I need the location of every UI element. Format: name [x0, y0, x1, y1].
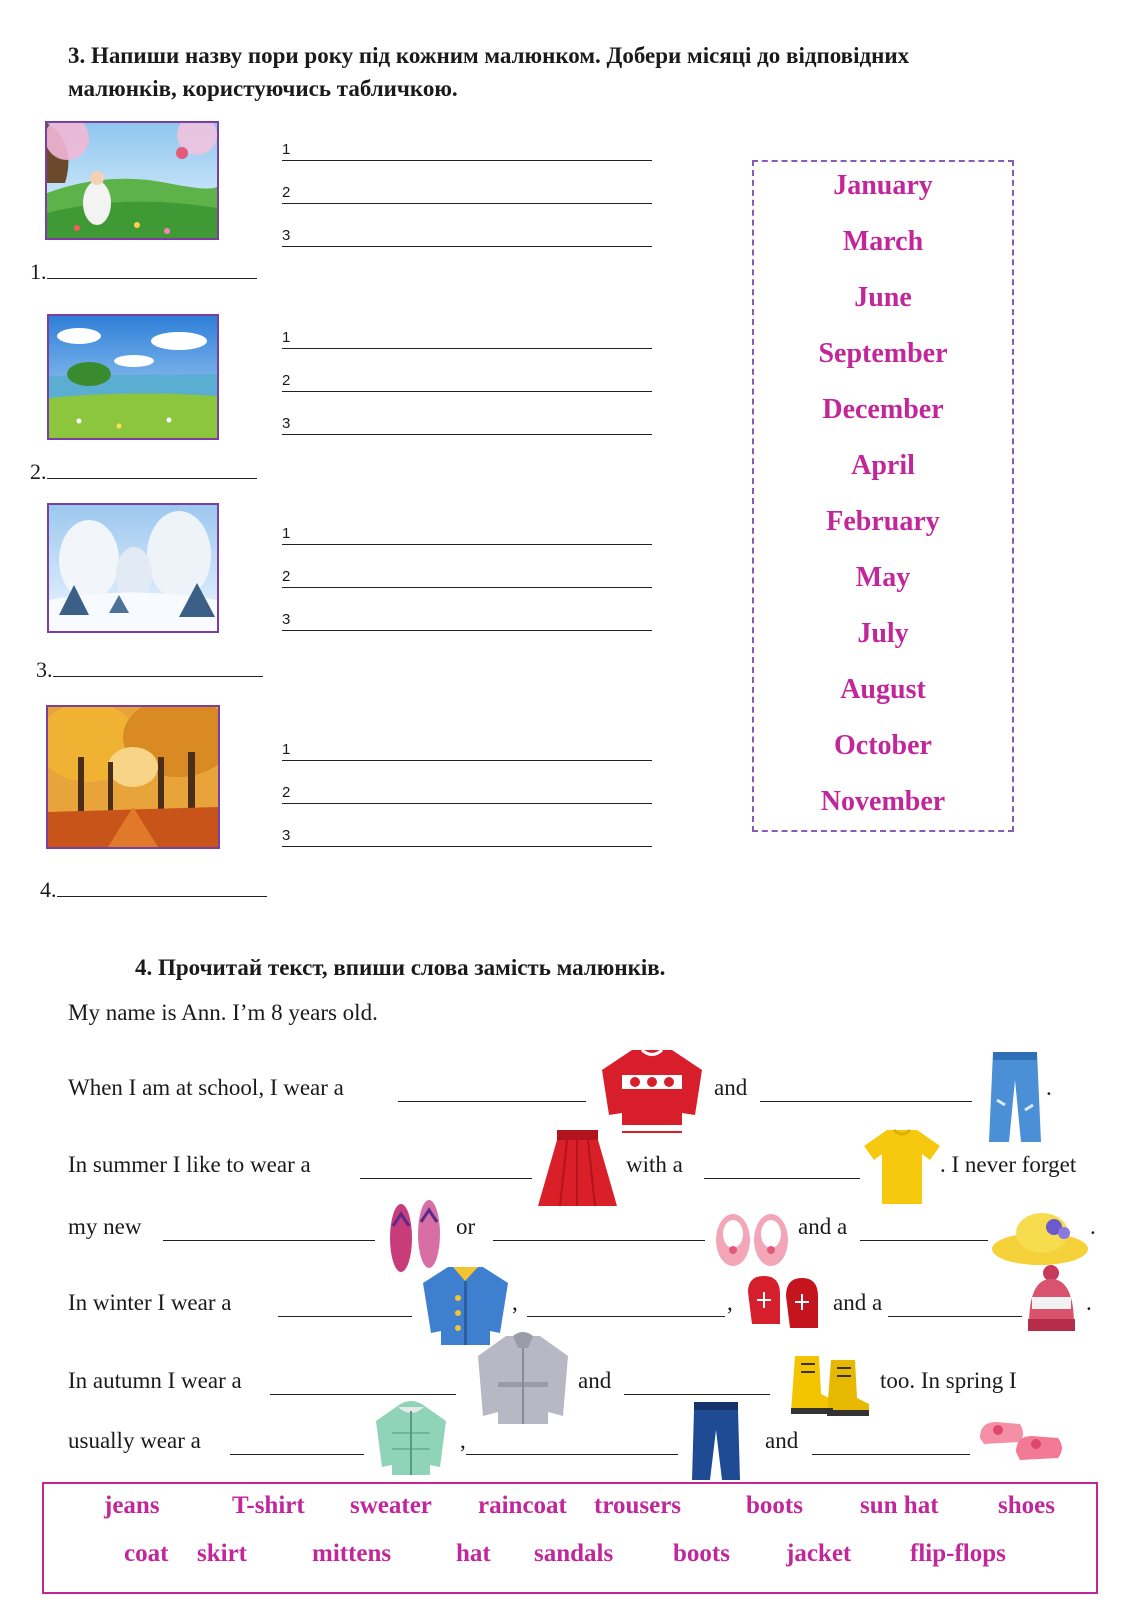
sentence-text: and: [765, 1428, 799, 1453]
sweater-icon: [597, 1045, 707, 1140]
sentence-text: my new: [68, 1214, 142, 1239]
answer-blank[interactable]: [527, 1315, 725, 1317]
answer-line[interactable]: 2: [282, 557, 652, 588]
sentence-text: ,: [460, 1428, 466, 1453]
answer-line[interactable]: 1: [282, 130, 652, 161]
answer-line[interactable]: 1: [282, 318, 652, 349]
shoes-icon: [976, 1408, 1068, 1475]
word-item[interactable]: T-shirt: [232, 1492, 305, 1519]
answer-blank[interactable]: [466, 1453, 678, 1455]
answer-line[interactable]: 2: [282, 773, 652, 804]
sentence-text: In autumn I wear a: [68, 1368, 242, 1393]
sentence-text: usually wear a: [68, 1428, 201, 1453]
word-item[interactable]: jacket: [786, 1540, 852, 1567]
answer-blank[interactable]: [624, 1393, 770, 1395]
spring-meadow-picture: [45, 121, 219, 240]
sentence-text: and: [714, 1075, 748, 1100]
month-label: May: [855, 562, 911, 593]
month-label: November: [820, 786, 946, 817]
answer-line[interactable]: 2: [282, 361, 652, 392]
answer-line[interactable]: 1: [282, 730, 652, 761]
month-label: April: [851, 450, 915, 481]
sandals-icon: [713, 1206, 793, 1273]
task3-title-line1: 3. Напиши назву пори року під кожним малюнком. Добери місяці до відповідних: [68, 43, 910, 68]
answer-blank[interactable]: [860, 1239, 988, 1241]
answer-line[interactable]: 3: [282, 816, 652, 847]
word-item[interactable]: boots: [746, 1492, 803, 1519]
months-box: [752, 160, 1014, 832]
task3-title-line2: малюнків, користуючись табличкою.: [68, 76, 458, 101]
sentence-text: or: [456, 1214, 476, 1239]
task4-title: 4. Прочитай текст, впиши слова замість малюнків.: [135, 955, 666, 980]
word-item[interactable]: mittens: [312, 1540, 392, 1567]
boots-icon: [785, 1350, 875, 1423]
word-item[interactable]: hat: [456, 1540, 491, 1567]
month-label: August: [840, 674, 926, 705]
word-bank: [42, 1482, 1098, 1594]
answer-blank[interactable]: [398, 1100, 586, 1102]
intro-text: My name is Ann. I’m 8 years old.: [68, 1000, 378, 1025]
sentence-text: . I never forget: [940, 1152, 1077, 1177]
word-item[interactable]: raincoat: [478, 1492, 567, 1519]
word-item[interactable]: shoes: [998, 1492, 1055, 1519]
sentence-text: ,: [727, 1290, 733, 1315]
answer-blank[interactable]: [812, 1453, 970, 1455]
month-label: February: [826, 506, 940, 537]
word-item[interactable]: sun hat: [860, 1492, 939, 1519]
month-label: July: [857, 618, 909, 649]
season-answer-4[interactable]: 4.: [40, 876, 267, 903]
sentence-text: When I am at school, I wear a: [68, 1075, 344, 1100]
month-label: December: [822, 394, 944, 425]
autumn-park-picture: [46, 705, 220, 849]
winter-forest-picture: [47, 503, 219, 633]
answer-blank[interactable]: [230, 1453, 364, 1455]
season-answer-2[interactable]: 2.: [30, 458, 257, 485]
answer-line[interactable]: 3: [282, 600, 652, 631]
word-item[interactable]: trousers: [594, 1492, 682, 1519]
word-item[interactable]: boots: [673, 1540, 730, 1567]
month-label: June: [854, 282, 912, 313]
sentence-text: too. In spring I: [880, 1368, 1017, 1393]
answer-blank[interactable]: [163, 1239, 375, 1241]
month-label: September: [818, 338, 948, 369]
sentence-text: and a: [798, 1214, 848, 1239]
word-item[interactable]: skirt: [197, 1540, 247, 1567]
word-item[interactable]: flip-flops: [910, 1540, 1006, 1567]
answer-blank[interactable]: [760, 1100, 972, 1102]
sentence-text: ,: [512, 1290, 518, 1315]
season-answer-1[interactable]: 1.: [30, 258, 257, 285]
sentence-text: and a: [833, 1290, 883, 1315]
answer-blank[interactable]: [278, 1315, 412, 1317]
jeans-icon: [985, 1050, 1045, 1150]
skirt-icon: [535, 1128, 620, 1213]
month-label: March: [842, 226, 924, 257]
answer-line[interactable]: 3: [282, 216, 652, 247]
word-item[interactable]: jeans: [104, 1492, 160, 1519]
sentence-text: and: [578, 1368, 612, 1393]
answer-blank[interactable]: [270, 1393, 456, 1395]
trousers-icon: [690, 1400, 742, 1487]
answer-line[interactable]: 1: [282, 514, 652, 545]
answer-line[interactable]: 2: [282, 173, 652, 204]
word-item[interactable]: sandals: [534, 1540, 614, 1567]
sentence-text: .: [1090, 1214, 1096, 1239]
sentence-text: .: [1046, 1075, 1052, 1100]
t-shirt-icon: [862, 1126, 942, 1211]
word-item[interactable]: sweater: [350, 1492, 432, 1519]
jacket-icon: [372, 1397, 450, 1482]
summer-lake-picture: [47, 314, 219, 440]
sentence-text: In summer I like to wear a: [68, 1152, 311, 1177]
season-answer-3[interactable]: 3.: [36, 656, 263, 683]
month-label: January: [833, 170, 933, 201]
answer-blank[interactable]: [888, 1315, 1022, 1317]
month-label: October: [834, 730, 932, 761]
answer-line[interactable]: 3: [282, 404, 652, 435]
answer-blank[interactable]: [493, 1239, 705, 1241]
sentence-text: .: [1086, 1290, 1092, 1315]
answer-blank[interactable]: [360, 1177, 532, 1179]
sentence-text: In winter I wear a: [68, 1290, 232, 1315]
answer-blank[interactable]: [704, 1177, 860, 1179]
mittens-icon: [742, 1272, 824, 1337]
sun-hat-icon: [990, 1205, 1090, 1272]
sentence-text: with a: [626, 1152, 683, 1177]
word-item[interactable]: coat: [124, 1540, 169, 1567]
raincoat-icon: [468, 1332, 578, 1432]
hat-icon: [1024, 1265, 1079, 1340]
